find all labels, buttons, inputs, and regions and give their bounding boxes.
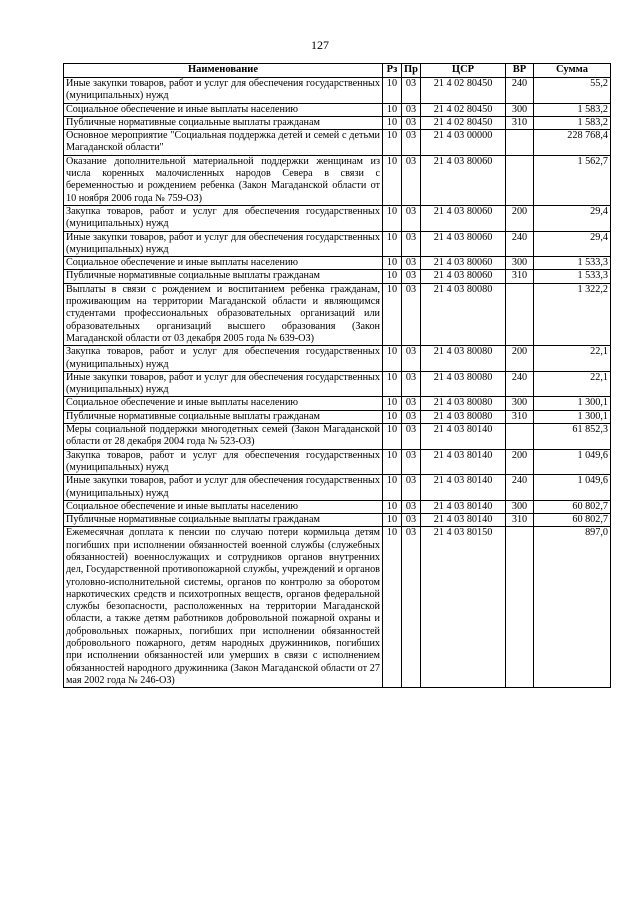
row-rz: 10	[383, 449, 402, 475]
row-vr: 300	[506, 397, 534, 410]
row-sum: 1 583,2	[534, 116, 611, 129]
row-vr: 310	[506, 116, 534, 129]
row-vr: 300	[506, 500, 534, 513]
row-sum: 897,0	[534, 527, 611, 688]
row-rz: 10	[383, 514, 402, 527]
table-row	[64, 270, 611, 283]
row-vr: 200	[506, 346, 534, 372]
row-sum: 1 322,2	[534, 283, 611, 345]
row-pr: 03	[402, 205, 421, 231]
table-row	[64, 449, 611, 475]
table-row	[64, 424, 611, 450]
row-name: Публичные нормативные социальные выплаты гражданам	[64, 270, 383, 283]
row-vr	[506, 424, 534, 450]
row-pr: 03	[402, 449, 421, 475]
row-sum: 228 768,4	[534, 130, 611, 156]
header-rz: Рз	[383, 64, 402, 78]
row-name: Ежемесячная доплата к пенсии по случаю потери кормильца детям погибших при исполнении обязанностей военной службы (служебных обязанностей) военнослужащих и сотрудников органов внутренних дел, Государственной противопожарной службы, учреждений и органов уголовно-исполнительной системы, органов по контролю за оборотом наркотических средств и психотропных веществ, органов федеральной службы безопасности, расположенных на территории Магаданской области, а также детям работников добровольной пожарной охраны и добровольных пожарных, погибших при исполнении обязанностей добровольного пожарного, детям народных дружинников, погибших при исполнении обязанностей или умерших в связи с исполнением обязанностей народного дружинника (Закон Магаданской области от 27 мая 2002 года № 246-ОЗ)	[64, 527, 383, 688]
row-sum: 22,1	[534, 346, 611, 372]
row-csr: 21 4 03 80080	[421, 346, 506, 372]
row-pr: 03	[402, 283, 421, 345]
row-name: Публичные нормативные социальные выплаты гражданам	[64, 514, 383, 527]
row-csr: 21 4 03 80140	[421, 424, 506, 450]
row-rz: 10	[383, 257, 402, 270]
row-sum: 1 533,3	[534, 270, 611, 283]
row-name: Закупка товаров, работ и услуг для обеспечения государственных (муниципальных) нужд	[64, 205, 383, 231]
row-sum: 55,2	[534, 78, 611, 104]
table-row	[64, 410, 611, 423]
row-pr: 03	[402, 257, 421, 270]
row-rz: 10	[383, 424, 402, 450]
table-row	[64, 475, 611, 501]
header-sum: Сумма	[534, 64, 611, 78]
row-pr: 03	[402, 270, 421, 283]
row-rz: 10	[383, 116, 402, 129]
row-csr: 21 4 02 80450	[421, 78, 506, 104]
row-sum: 1 049,6	[534, 449, 611, 475]
row-sum: 1 583,2	[534, 103, 611, 116]
row-pr: 03	[402, 346, 421, 372]
row-name: Закупка товаров, работ и услуг для обеспечения государственных (муниципальных) нужд	[64, 346, 383, 372]
table-row	[64, 371, 611, 397]
row-sum: 60 802,7	[534, 514, 611, 527]
row-pr: 03	[402, 371, 421, 397]
row-csr: 21 4 03 80140	[421, 514, 506, 527]
row-vr: 240	[506, 371, 534, 397]
row-vr: 200	[506, 205, 534, 231]
row-rz: 10	[383, 270, 402, 283]
row-rz: 10	[383, 371, 402, 397]
row-pr: 03	[402, 231, 421, 257]
row-pr: 03	[402, 500, 421, 513]
row-name: Публичные нормативные социальные выплаты гражданам	[64, 116, 383, 129]
row-csr: 21 4 03 80080	[421, 283, 506, 345]
row-name: Иные закупки товаров, работ и услуг для обеспечения государственных (муниципальных) нужд	[64, 78, 383, 104]
row-sum: 1 533,3	[534, 257, 611, 270]
row-rz: 10	[383, 500, 402, 513]
table-row	[64, 231, 611, 257]
row-csr: 21 4 03 80060	[421, 257, 506, 270]
row-vr: 310	[506, 270, 534, 283]
table-row	[64, 103, 611, 116]
table-header-row	[64, 64, 611, 78]
row-pr: 03	[402, 116, 421, 129]
row-rz: 10	[383, 78, 402, 104]
row-name: Иные закупки товаров, работ и услуг для обеспечения государственных (муниципальных) нужд	[64, 371, 383, 397]
row-vr	[506, 130, 534, 156]
row-pr: 03	[402, 397, 421, 410]
row-sum: 29,4	[534, 205, 611, 231]
row-rz: 10	[383, 205, 402, 231]
header-pr: Пр	[402, 64, 421, 78]
row-rz: 10	[383, 527, 402, 688]
row-rz: 10	[383, 410, 402, 423]
table-row	[64, 257, 611, 270]
table-row	[64, 346, 611, 372]
row-csr: 21 4 03 80060	[421, 231, 506, 257]
row-name: Закупка товаров, работ и услуг для обеспечения государственных (муниципальных) нужд	[64, 449, 383, 475]
row-csr: 21 4 03 80140	[421, 449, 506, 475]
row-pr: 03	[402, 527, 421, 688]
row-csr: 21 4 03 80060	[421, 155, 506, 205]
row-pr: 03	[402, 130, 421, 156]
row-name: Меры социальной поддержки многодетных семей (Закон Магаданской области от 28 декабря 2004 года № 523-ОЗ)	[64, 424, 383, 450]
row-pr: 03	[402, 155, 421, 205]
row-vr	[506, 155, 534, 205]
row-pr: 03	[402, 103, 421, 116]
row-vr: 310	[506, 410, 534, 423]
row-csr: 21 4 03 80080	[421, 397, 506, 410]
row-name: Оказание дополнительной материальной поддержки женщинам из числа коренных малочисленных народов Севера в связи с беременностью и рождением ребенка (Закон Магаданской области от 10 ноября 2006 года № 759-ОЗ)	[64, 155, 383, 205]
row-name: Иные закупки товаров, работ и услуг для обеспечения государственных (муниципальных) нужд	[64, 231, 383, 257]
row-csr: 21 4 03 80060	[421, 205, 506, 231]
row-vr	[506, 283, 534, 345]
row-name: Публичные нормативные социальные выплаты гражданам	[64, 410, 383, 423]
row-name: Социальное обеспечение и иные выплаты населению	[64, 397, 383, 410]
row-pr: 03	[402, 514, 421, 527]
row-pr: 03	[402, 410, 421, 423]
row-rz: 10	[383, 130, 402, 156]
row-sum: 60 802,7	[534, 500, 611, 513]
row-rz: 10	[383, 155, 402, 205]
row-name: Основное мероприятие "Социальная поддержка детей и семей с детьми Магаданской области"	[64, 130, 383, 156]
row-vr: 300	[506, 103, 534, 116]
row-name: Иные закупки товаров, работ и услуг для обеспечения государственных (муниципальных) нужд	[64, 475, 383, 501]
row-sum: 29,4	[534, 231, 611, 257]
table-row	[64, 283, 611, 345]
table-row	[64, 514, 611, 527]
row-vr: 240	[506, 231, 534, 257]
row-csr: 21 4 03 80080	[421, 371, 506, 397]
header-csr: ЦСР	[421, 64, 506, 78]
table-row	[64, 500, 611, 513]
row-vr	[506, 527, 534, 688]
row-csr: 21 4 02 80450	[421, 116, 506, 129]
row-vr: 300	[506, 257, 534, 270]
budget-table	[63, 63, 611, 688]
table-row	[64, 116, 611, 129]
row-name: Выплаты в связи с рождением и воспитанием ребенка гражданам, проживающим на территории Магаданской области и являющимся студентами профессиональных образовательных организаций или образовательных организаций высшего образования (Закон Магаданской области от 03 декабря 2005 года № 639-ОЗ)	[64, 283, 383, 345]
table-row	[64, 78, 611, 104]
row-pr: 03	[402, 424, 421, 450]
row-sum: 1 049,6	[534, 475, 611, 501]
row-name: Социальное обеспечение и иные выплаты населению	[64, 500, 383, 513]
row-pr: 03	[402, 475, 421, 501]
row-rz: 10	[383, 231, 402, 257]
row-name: Социальное обеспечение и иные выплаты населению	[64, 257, 383, 270]
row-vr: 240	[506, 475, 534, 501]
row-csr: 21 4 03 80140	[421, 500, 506, 513]
row-csr: 21 4 03 00000	[421, 130, 506, 156]
row-vr: 200	[506, 449, 534, 475]
row-vr: 310	[506, 514, 534, 527]
table-row	[64, 130, 611, 156]
table-row	[64, 205, 611, 231]
row-pr: 03	[402, 78, 421, 104]
row-csr: 21 4 03 80140	[421, 475, 506, 501]
row-sum: 1 300,1	[534, 410, 611, 423]
row-sum: 1 562,7	[534, 155, 611, 205]
header-name: Наименование	[64, 64, 383, 78]
table-row	[64, 527, 611, 688]
row-csr: 21 4 03 80060	[421, 270, 506, 283]
row-rz: 10	[383, 346, 402, 372]
row-vr: 240	[506, 78, 534, 104]
table-row	[64, 155, 611, 205]
header-vr: ВР	[506, 64, 534, 78]
row-csr: 21 4 03 80080	[421, 410, 506, 423]
row-rz: 10	[383, 397, 402, 410]
row-rz: 10	[383, 283, 402, 345]
row-rz: 10	[383, 103, 402, 116]
row-rz: 10	[383, 475, 402, 501]
row-name: Социальное обеспечение и иные выплаты населению	[64, 103, 383, 116]
row-sum: 22,1	[534, 371, 611, 397]
row-sum: 61 852,3	[534, 424, 611, 450]
row-csr: 21 4 03 80150	[421, 527, 506, 688]
table-row	[64, 397, 611, 410]
row-csr: 21 4 02 80450	[421, 103, 506, 116]
row-sum: 1 300,1	[534, 397, 611, 410]
page-number: 127	[311, 38, 329, 52]
